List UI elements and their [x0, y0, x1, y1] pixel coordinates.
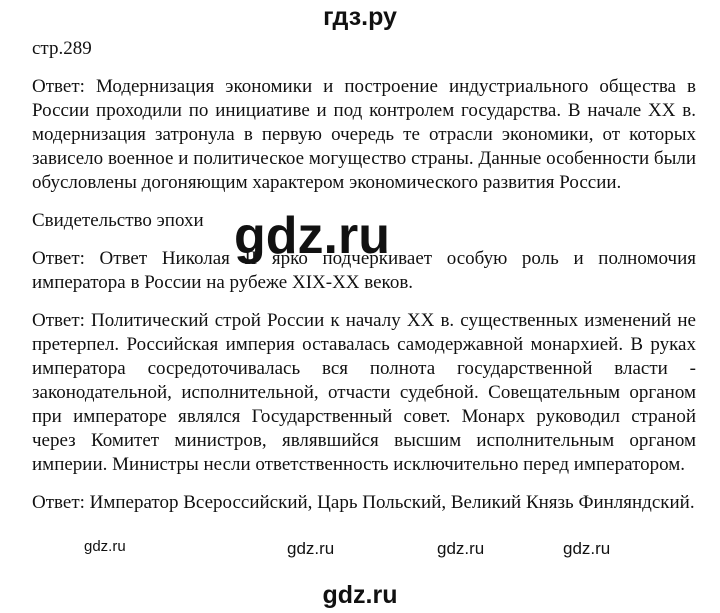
watermark-small: gdz.ru — [84, 538, 126, 555]
page-reference: стр.289 — [32, 38, 92, 59]
answer-paragraph-3: Ответ: Политический строй России к началу XX в. существенных изменений не претерпел. Российская империя оставалась самодержавной монархией. В руках императора сосредоточивалась вся полнота государственной власти - законодательной, исполнительной, отчасти судебной. Совещательным органом при императоре являлся Государственный совет. Монарх руководил страной через Комитет министров, являвшийся высшим исполнительным органом империи. Министры несли ответственность исключительно перед императором. — [32, 310, 696, 475]
section-title: Свидетельство эпохи — [32, 210, 204, 231]
watermark-small: gdz.ru — [287, 539, 335, 558]
watermark-large: gdz.ru — [234, 207, 390, 265]
watermark-small: gdz.ru — [563, 539, 611, 558]
answer-paragraph-2: Ответ: Ответ Николая II ярко подчеркивает особую роль и полномочия императора в России на рубеже XIX-XX веков. — [32, 248, 696, 293]
site-header: гдз.ру — [323, 3, 397, 31]
site-footer: gdz.ru — [322, 581, 398, 609]
document-body — [32, 37, 696, 529]
answer-paragraph-4: Ответ: Император Всероссийский, Царь Польский, Великий Князь Финляндский. — [32, 492, 695, 513]
watermark-small: gdz.ru — [437, 539, 485, 558]
answer-paragraph-1: Ответ: Модернизация экономики и построение индустриального общества в России проходили по инициативе и под контролем государства. В начале XX в. модернизация затронула в первую очередь те отрасли экономики, от которых зависело военное и политическое могущество страны. Данные особенности были обусловлены догоняющим характером экономического развития России. — [32, 76, 696, 193]
